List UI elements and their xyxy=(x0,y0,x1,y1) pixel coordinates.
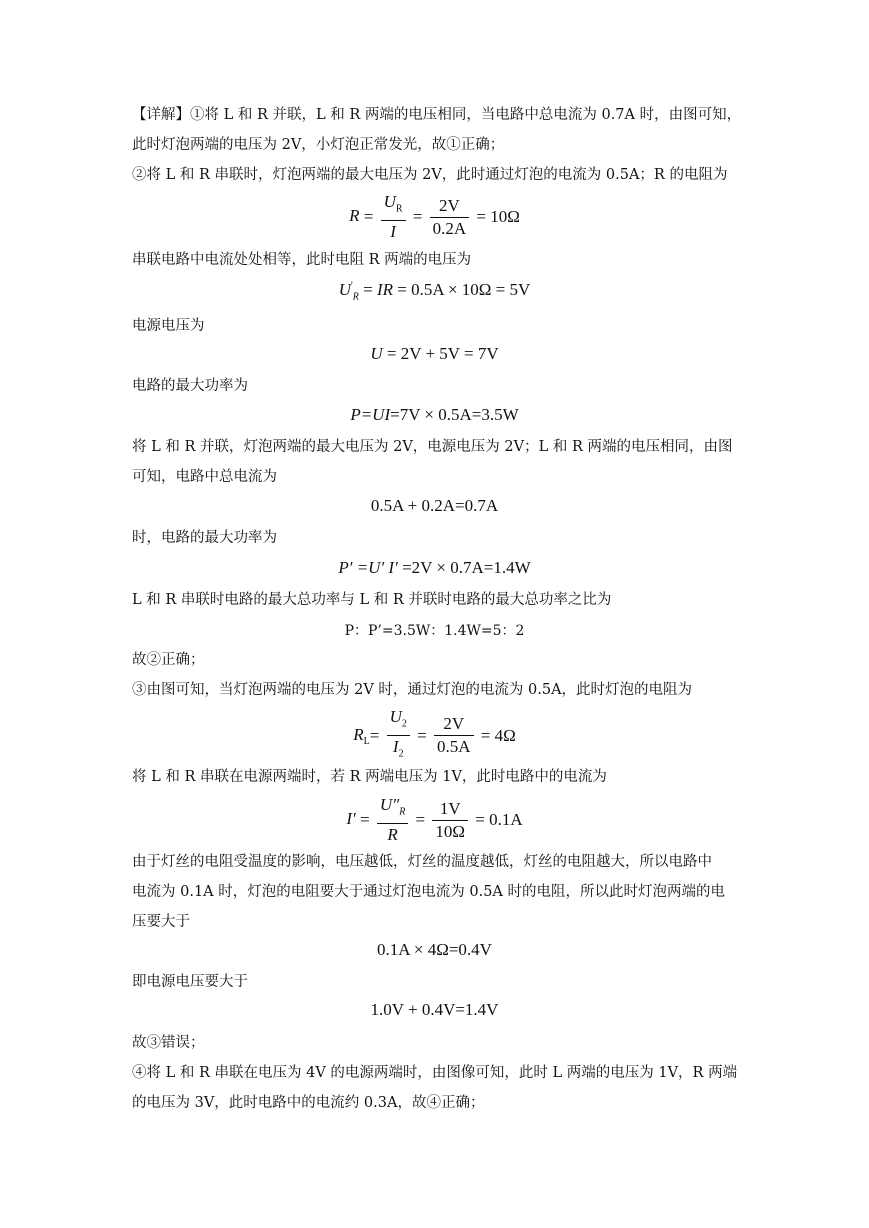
fraction xyxy=(434,714,474,757)
eq-subscript: 2 xyxy=(401,718,407,730)
eq-numerator: 1V xyxy=(432,799,468,821)
eq-symbol: R xyxy=(353,724,364,744)
text-line: L 和 R 串联时电路的最大总功率与 L 和 R 并联时电路的最大总功率之比为 xyxy=(132,592,612,608)
eq-prime: ' xyxy=(350,280,353,292)
eq-result: 4Ω xyxy=(494,725,516,745)
eq-subscript: 2 xyxy=(398,748,404,760)
text-line: ③由图可知，当灯泡两端的电压为 2V 时，通过灯泡的电流为 0.5A，此时灯泡的电阻为 xyxy=(132,682,693,698)
text-line: 故②正确； xyxy=(132,652,205,668)
text-line: 时，电路的最大功率为 xyxy=(132,530,277,546)
eq-symbol: U″ xyxy=(379,795,400,814)
eq-symbol: R xyxy=(349,206,360,226)
fraction xyxy=(377,795,408,845)
equation-voltage-r: $U'_R$ = IR = 0.5A × 10Ω = 5V xyxy=(338,280,531,303)
equation-source-voltage xyxy=(132,344,737,364)
text-line: 将 L 和 R 串联在电源两端时，若 R 两端电压为 1V，此时电路中的电流为 xyxy=(132,769,607,785)
text-line: 将 L 和 R 并联，灯泡两端的最大电压为 2V，电源电压为 2V；L 和 R 两端的电压相同，由图 xyxy=(132,439,733,455)
eq-symbol: I xyxy=(390,222,396,242)
text-line: 电源电压为 xyxy=(132,318,205,334)
text-line: ④将 L 和 R 串联在电压为 4V 的电源两端时，由图像可知，此时 L 两端的电压为 1V，R 两端 xyxy=(132,1065,738,1081)
eq-symbol: U xyxy=(338,280,351,299)
equation-total-current: 0.5A + 0.2A=0.7A xyxy=(370,496,499,515)
eq-subscript: R xyxy=(352,291,359,303)
text-line: 即电源电压要大于 xyxy=(132,974,248,990)
eq-subscript: R xyxy=(395,203,403,215)
text-line: 压要大于 xyxy=(132,914,190,930)
eq-result: 0.1A xyxy=(489,810,523,830)
eq-symbol: I′ xyxy=(346,809,356,829)
equation-series-current: I′ = $\frac{U''_R}{R}$ = $\frac{1V}{10\Omega}$ = 0.1A xyxy=(346,795,523,845)
equation-resistance: R = $\frac{U_R}{I}$ = $\frac{2V}{0.2A}$ = 10Ω xyxy=(349,192,520,242)
eq-denominator: 10Ω xyxy=(435,821,466,841)
eq-result: 10Ω xyxy=(490,207,520,227)
equation-lamp-resistance: $R_L=$ $\frac{U_2}{I_2}$ = $\frac{2V}{0.5A}$ = 4Ω xyxy=(132,707,737,765)
text-line: 【详解】①将 L 和 R 并联，L 和 R 两端的电压相同，当电路中总电流为 0.7A 时，由图可知， xyxy=(132,107,742,123)
eq-symbol: I xyxy=(392,737,399,757)
eq-denominator: 0.2A xyxy=(432,218,467,238)
eq-symbol: P=UI xyxy=(350,405,391,424)
text-line: 串联电路中电流处处相等，此时电阻 R 两端的电压为 xyxy=(132,252,472,268)
text-line: 此时灯泡两端的电压为 2V，小灯泡正常发光，故①正确； xyxy=(132,137,505,153)
eq-numerator: 2V xyxy=(434,714,474,736)
text-line: 电路的最大功率为 xyxy=(132,378,248,394)
eq-numerator: 2V xyxy=(430,196,470,218)
eq-subscript: L xyxy=(363,736,370,748)
text-line: 由于灯丝的电阻受温度的影响，电压越低，灯丝的温度越低，灯丝的电阻越大，所以电路中 xyxy=(132,854,712,870)
eq-symbol: P′ =U′ I′ xyxy=(338,558,398,577)
equation-max-power-parallel xyxy=(132,558,737,578)
equation-max-power-series xyxy=(132,405,737,425)
text-line: 故③错误； xyxy=(132,1035,205,1051)
text-line: 可知，电路中总电流为 xyxy=(132,469,277,485)
eq-rhs: =7V × 0.5A=3.5W xyxy=(390,405,519,424)
fraction xyxy=(387,707,410,765)
eq-symbol: U xyxy=(389,707,402,726)
eq-rhs: =2V × 0.7A=1.4W xyxy=(397,558,531,577)
text-line: ②将 L 和 R 串联时，灯泡两端的最大电压为 2V，此时通过灯泡的电流为 0.5A；R 的电阻为 xyxy=(132,167,728,183)
text-line: 电流为 0.1A 时，灯泡的电阻要大于通过灯泡电流为 0.5A 时的电阻，所以此时灯泡两端的电 xyxy=(132,884,725,900)
equation-min-source-voltage: 1.0V + 0.4V=1.4V xyxy=(370,1000,499,1019)
eq-rhs: = 0.5A × 10Ω = 5V xyxy=(397,280,531,299)
equation-lamp-voltage: 0.1A × 4Ω=0.4V xyxy=(377,940,492,959)
eq-symbol: IR xyxy=(376,280,394,299)
eq-subscript: R xyxy=(399,806,406,818)
eq-symbol: R xyxy=(387,825,398,845)
eq-symbol: U xyxy=(383,192,396,211)
eq-symbol: U xyxy=(370,344,383,363)
fraction xyxy=(432,799,468,842)
fraction xyxy=(381,192,406,242)
eq-rhs: = 2V + 5V = 7V xyxy=(386,344,499,363)
equation-power-ratio: P：P’=3.5W：1.4W=5：2 xyxy=(344,623,525,639)
text-line: 的电压为 3V，此时电路中的电流约 0.3A，故④正确； xyxy=(132,1095,485,1111)
eq-denominator: 0.5A xyxy=(436,737,471,757)
fraction xyxy=(430,196,470,239)
